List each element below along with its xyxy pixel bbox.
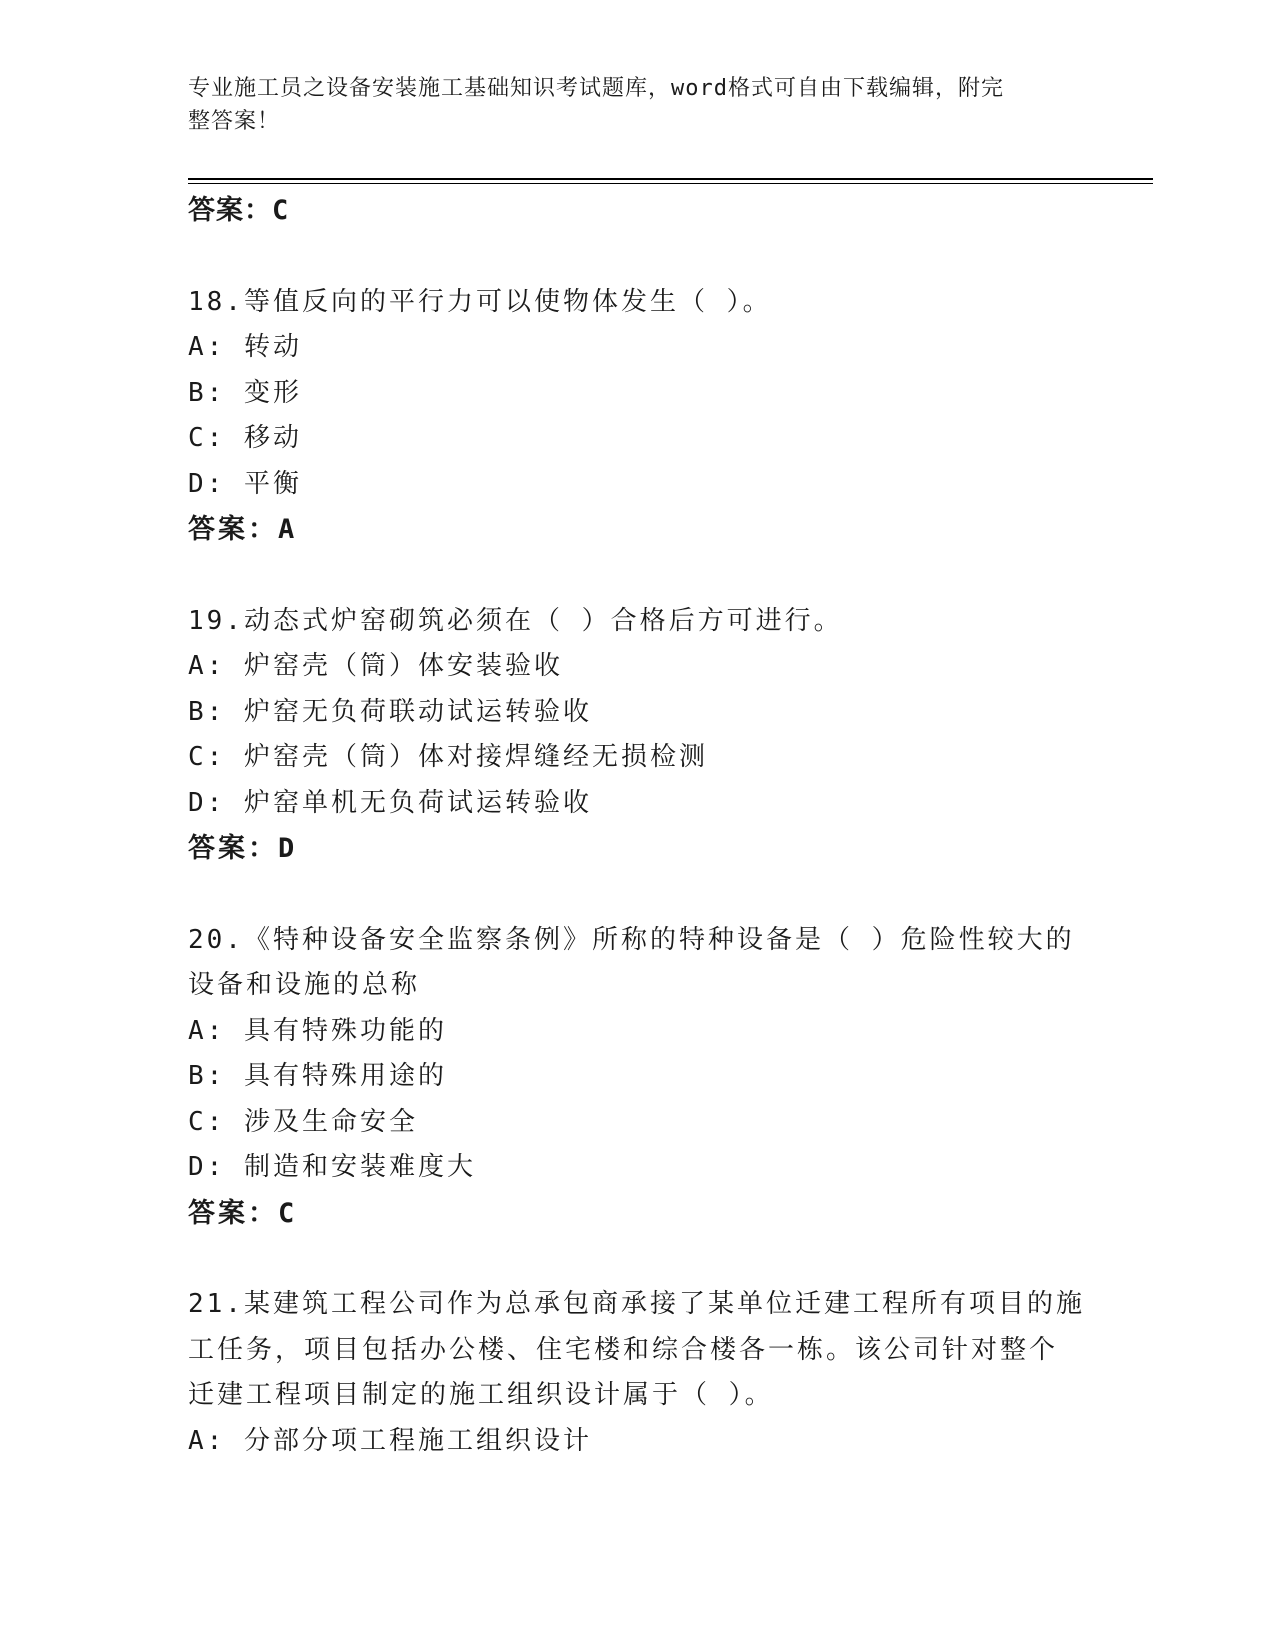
option-text: 移动 [243, 423, 302, 453]
header-line-1: 专业施工员之设备安装施工基础知识考试题库，word格式可自由下载编辑，附完 [188, 76, 1004, 101]
question-stem-text: 某建筑工程公司作为总承包商承接了某单位迁建工程所有项目的施 [243, 1289, 1085, 1319]
option-b [188, 1054, 1088, 1100]
spacer [188, 872, 1088, 918]
question-number: 19. [188, 605, 244, 636]
option-key: C: [188, 1106, 226, 1137]
option-d [188, 781, 1088, 827]
option-text: 炉窑无负荷联动试运转验收 [243, 696, 592, 727]
answer-value: C [278, 1197, 298, 1229]
option-b [188, 371, 1088, 417]
option-a [188, 1419, 1088, 1465]
header-line-2: 整答案！ [188, 109, 281, 134]
answer-label: 答案： [188, 514, 278, 545]
option-text: 平衡 [243, 468, 302, 499]
question-stem [188, 1282, 1088, 1328]
option-text: 炉窑壳（筒）体对接焊缝经无损检测 [243, 742, 708, 772]
answer-line [188, 826, 1088, 872]
question-number: 20. [188, 924, 244, 955]
option-key: B: [188, 696, 226, 727]
spacer [188, 234, 1088, 280]
question-stem [188, 280, 1088, 326]
question-list [188, 188, 1088, 1464]
option-text: 炉窑壳（筒）体安装验收 [243, 651, 563, 681]
option-key: D: [188, 468, 226, 499]
answer-label: 答案： [188, 195, 272, 226]
option-text: 涉及生命安全 [243, 1106, 418, 1137]
option-key: A: [188, 1015, 226, 1046]
option-c [188, 735, 1088, 781]
option-key: A: [188, 332, 226, 362]
question-stem [188, 599, 1088, 645]
option-key: D: [188, 1152, 226, 1182]
option-key: B: [188, 377, 226, 408]
option-key: A: [188, 1425, 226, 1456]
spacer [188, 553, 1088, 599]
option-d [188, 1145, 1088, 1191]
header-divider [188, 178, 1153, 184]
question-18 [188, 280, 1088, 553]
answer-value: C [272, 195, 290, 226]
spacer [188, 1236, 1088, 1282]
question-stem-text: 《特种设备安全监察条例》所称的特种设备是（ ）危险性较大的 [243, 924, 1075, 955]
option-c [188, 416, 1088, 462]
option-key: C: [188, 742, 226, 772]
question-stem-continued: 迁建工程项目制定的施工组织设计属于（ ）。 [188, 1380, 774, 1410]
answer-value: D [278, 833, 298, 864]
question-stem [188, 918, 1088, 964]
question-21 [188, 1282, 1088, 1464]
question-number: 18. [188, 286, 244, 317]
question-stem-text: 动态式炉窑砌筑必须在（ ）合格后方可进行。 [243, 605, 843, 636]
option-text: 制造和安装难度大 [243, 1152, 476, 1182]
option-text: 转动 [243, 332, 302, 362]
option-b [188, 690, 1088, 736]
answer-label: 答案： [188, 1197, 278, 1229]
answer-line [188, 507, 1088, 553]
option-key: C: [188, 423, 226, 453]
answer-label: 答案： [188, 833, 278, 864]
question-number: 21. [188, 1289, 244, 1319]
document-header [188, 72, 1068, 138]
option-text: 分部分项工程施工组织设计 [243, 1425, 592, 1456]
option-text: 具有特殊用途的 [243, 1061, 447, 1091]
option-key: D: [188, 787, 226, 818]
question-stem-continued: 工任务，项目包括办公楼、住宅楼和综合楼各一栋。该公司针对整个 [188, 1334, 1059, 1365]
answer-line [188, 1191, 1088, 1237]
option-key: A: [188, 651, 226, 681]
option-a [188, 644, 1088, 690]
answer-value: A [278, 514, 298, 545]
question-stem-text: 等值反向的平行力可以使物体发生（ ）。 [243, 286, 772, 317]
option-key: B: [188, 1061, 226, 1091]
option-a [188, 325, 1088, 371]
question-stem-continued: 设备和设施的总称 [188, 970, 421, 1000]
option-a [188, 1009, 1088, 1055]
option-c [188, 1100, 1088, 1146]
option-d [188, 462, 1088, 508]
question-20 [188, 918, 1088, 1237]
question-19 [188, 599, 1088, 872]
option-text: 变形 [243, 377, 302, 408]
option-text: 具有特殊功能的 [243, 1015, 447, 1046]
answer-line [188, 188, 1088, 234]
option-text: 炉窑单机无负荷试运转验收 [243, 787, 592, 818]
